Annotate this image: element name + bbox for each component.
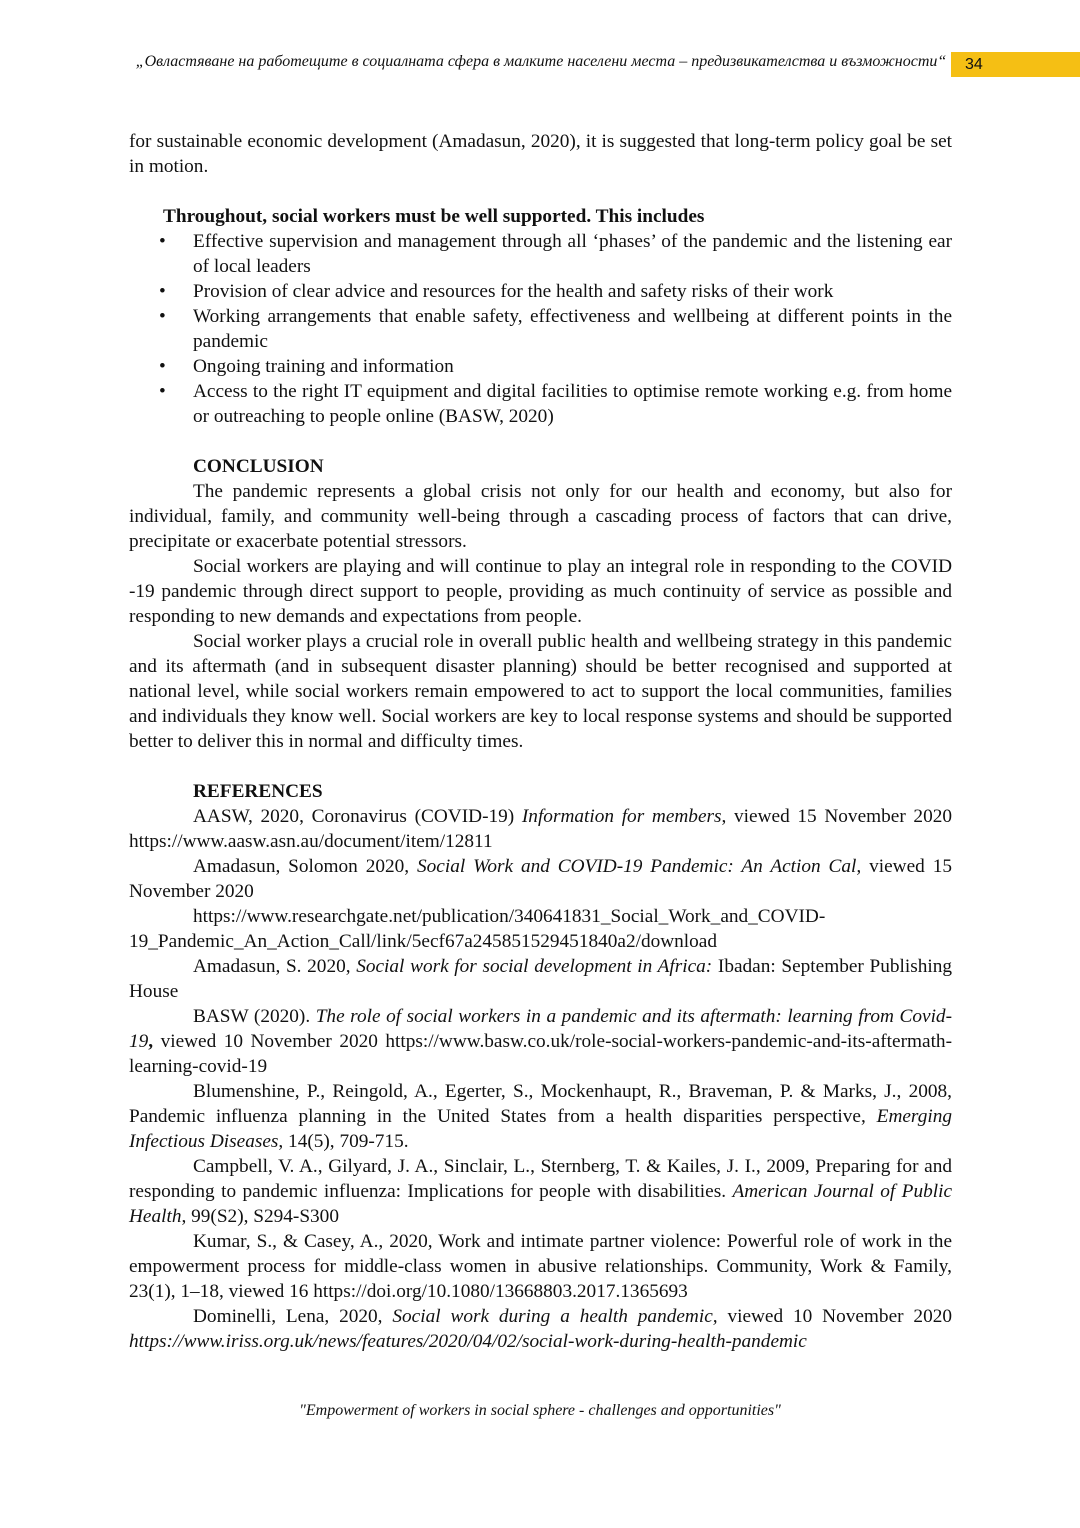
bullet-icon: • bbox=[159, 281, 166, 302]
page-number-badge bbox=[951, 52, 1080, 77]
reference-entry: https://www.researchgate.net/publication/340641831_Social_Work_and_COVID-19_Pandemic_An_Action_Call/link/5ecf67a245851529451840a2/download bbox=[129, 906, 826, 952]
support-heading: Throughout, social workers must be well supported. This includes bbox=[163, 206, 705, 227]
bullet-icon: • bbox=[159, 381, 166, 402]
running-header bbox=[130, 50, 952, 73]
running-footer bbox=[0, 1402, 1080, 1420]
reference-entry: Amadasun, S. 2020, Social work for social development in Africa: Ibadan: September Publishing House bbox=[129, 956, 953, 1002]
conclusion-heading: CONCLUSION bbox=[193, 456, 324, 477]
reference-entry: Kumar, S., & Casey, A., 2020, Work and intimate partner violence: Powerful role of work in the empowerment process for middle-class women in abusive relationships. Community, Work & Family, 23(1), 1–18, viewed 16 https://doi.org/10.1080/13668803.2017.1365693 bbox=[129, 1231, 952, 1302]
bullet-icon: • bbox=[159, 231, 166, 252]
running-footer-text: "Empowerment of workers in social sphere - challenges and opportunities" bbox=[299, 1402, 781, 1419]
list-item: • Ongoing training and information bbox=[159, 356, 454, 377]
list-item: • Working arrangements that enable safety, effectiveness and wellbeing at different points in the pandemic bbox=[159, 306, 952, 352]
intro-paragraph: for sustainable economic development (Amadasun, 2020), it is suggested that long-term policy goal be set in motion. bbox=[129, 131, 952, 177]
reference-entry: Amadasun, Solomon 2020, Social Work and COVID-19 Pandemic: An Action Cal, viewed 15 November 2020 bbox=[129, 856, 952, 902]
conclusion-paragraph: The pandemic represents a global crisis not only for our health and economy, but also for individual, family, and community well-being through a cascading process of factors that can drive, precipitate or exacerbate potential stressors. bbox=[129, 481, 952, 552]
conclusion-paragraph: Social worker plays a crucial role in overall public health and wellbeing strategy in this pandemic and its aftermath (and in subsequent disaster planning) should be better recognised and supported at national level, while social workers remain empowered to act to support the local communities, families and individuals they know well. Social workers are key to local response systems and should be supported better to deliver this in normal and difficulty times. bbox=[129, 631, 952, 752]
reference-entry: Dominelli, Lena, 2020, Social work during a health pandemic, viewed 10 November 2020 https://www.iriss.org.uk/news/features/2020/04/02/social-work-during-health-pandemic bbox=[129, 1306, 952, 1352]
support-list bbox=[129, 229, 952, 429]
references-heading: REFERENCES bbox=[193, 781, 323, 802]
reference-entry: Blumenshine, P., Reingold, A., Egerter, S., Mockenhaupt, R., Braveman, P. & Marks, J., 2008, Pandemic influenza planning in the United States from a health disparities perspective, Emerging Infectious Diseases, 14(5), 709-715. bbox=[129, 1081, 952, 1152]
page-number: 34 bbox=[965, 56, 983, 73]
page-body bbox=[129, 129, 952, 1354]
reference-entry: BASW (2020). The role of social workers in a pandemic and its aftermath: learning from Covid-19, viewed 10 November 2020 https://www.basw.co.uk/role-social-workers-pandemic-and-its-aftermath-learning-covid-19 bbox=[129, 1006, 952, 1077]
reference-entry: Campbell, V. A., Gilyard, J. A., Sinclair, L., Sternberg, T. & Kailes, J. I., 2009, Preparing for and responding to pandemic influenza: Implications for people with disabilities. American Journal of Public Health, 99(S2), S294-S300 bbox=[129, 1156, 952, 1227]
list-item: • Effective supervision and management through all ‘phases’ of the pandemic and the listening ear of local leaders bbox=[159, 231, 952, 277]
bullet-icon: • bbox=[159, 306, 166, 327]
bullet-icon: • bbox=[159, 356, 166, 377]
running-header-title: „Овластяване на работещите в социалната сфера в малките населени места – предизвикателства и възможности“ bbox=[135, 53, 947, 70]
list-item: • Provision of clear advice and resources for the health and safety risks of their work bbox=[159, 281, 834, 302]
reference-entry: AASW, 2020, Coronavirus (COVID-19) Information for members, viewed 15 November 2020 https://www.aasw.asn.au/document/item/12811 bbox=[129, 806, 952, 852]
conclusion-paragraph: Social workers are playing and will continue to play an integral role in responding to the COVID -19 pandemic through direct support to people, providing as much continuity of service as possible and responding to new demands and expectations from people. bbox=[129, 556, 952, 627]
list-item: • Access to the right IT equipment and digital facilities to optimise remote working e.g. from home or outreaching to people online (BASW, 2020) bbox=[159, 381, 952, 427]
